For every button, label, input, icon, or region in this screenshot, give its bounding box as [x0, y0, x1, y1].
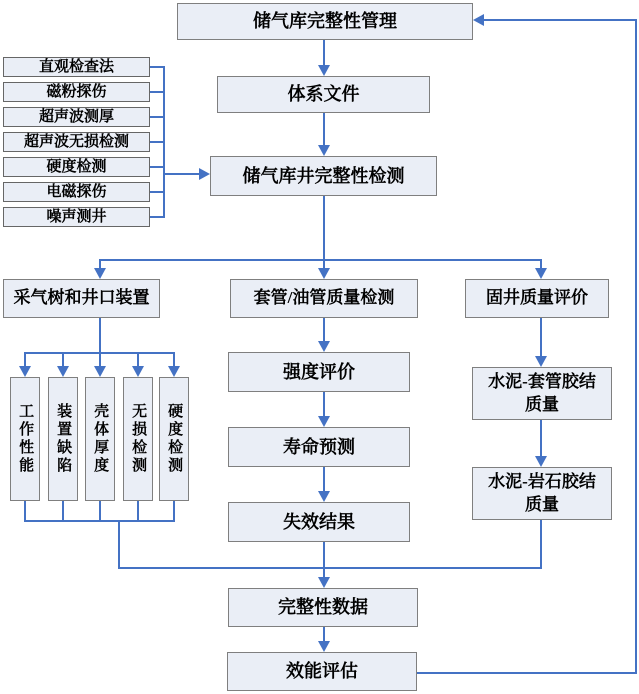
node-integrity-data: 完整性数据 — [228, 588, 418, 627]
connector-fan-bottom — [25, 520, 175, 522]
connector-well-branchbar — [323, 196, 325, 261]
arrowhead-down-icon — [318, 641, 330, 652]
vertical-label: 无损检测 — [130, 403, 147, 475]
arrowhead-down-icon — [94, 366, 106, 377]
arrowhead-down-icon — [318, 577, 330, 588]
vertical-label: 壳体厚度 — [92, 403, 109, 475]
connector-data-to-eval — [323, 627, 325, 642]
node-work-performance — [10, 377, 40, 501]
arrowhead-down-icon — [318, 145, 330, 156]
node-casing-tubing-quality: 套管/油管质量检测 — [230, 279, 418, 318]
connector-fan-stub — [137, 501, 139, 522]
connector-casing-2 — [323, 392, 325, 419]
connector-casing-to-collector — [323, 542, 325, 569]
node-method-magnetic-particle: 磁粉探伤 — [3, 82, 150, 102]
node-method-ultrasonic-thickness: 超声波测厚 — [3, 107, 150, 127]
node-device-defects — [48, 377, 78, 501]
node-strength-evaluation: 强度评价 — [228, 352, 410, 392]
node-shell-thickness — [85, 377, 115, 501]
connector-feedback-bottom — [417, 672, 637, 674]
connector-branch-bar — [100, 259, 542, 261]
vertical-label: 工作性能 — [17, 403, 34, 475]
arrowhead-down-icon — [318, 416, 330, 427]
connector-cementing-2 — [540, 420, 542, 459]
arrowhead-down-icon — [94, 268, 106, 279]
node-life-prediction: 寿命预测 — [228, 427, 410, 467]
node-well-integrity-inspection: 储气库井完整性检测 — [210, 156, 437, 196]
arrowhead-down-icon — [19, 366, 31, 377]
arrowhead-down-icon — [318, 341, 330, 352]
vertical-label: 装置缺陷 — [55, 403, 72, 475]
node-cement-casing-bond: 水泥-套管胶结质量 — [472, 367, 612, 420]
node-system-documents: 体系文件 — [217, 76, 430, 113]
node-method-electromagnetic: 电磁探伤 — [3, 182, 150, 202]
node-ndt-check — [123, 377, 153, 501]
connector-method-bus — [163, 66, 165, 218]
arrowhead-down-icon — [318, 65, 330, 76]
node-method-hardness-test: 硬度检测 — [3, 157, 150, 177]
connector-collector-bar — [118, 567, 542, 569]
connector-wellhead-fan-feed — [99, 318, 101, 353]
connector-cementing-1 — [540, 318, 542, 359]
connector-methods-to-well — [163, 173, 200, 175]
node-wellhead-equipment: 采气树和井口装置 — [3, 279, 160, 318]
connector-root-system — [323, 40, 325, 68]
connector-system-well — [323, 113, 325, 148]
node-failure-result: 失效结果 — [228, 502, 410, 542]
node-storage-integrity-management: 储气库完整性管理 — [177, 3, 473, 40]
arrowhead-down-icon — [535, 356, 547, 367]
arrowhead-down-icon — [535, 268, 547, 279]
arrowhead-left-icon — [473, 14, 484, 26]
connector-fan-stub — [62, 501, 64, 522]
arrowhead-down-icon — [318, 268, 330, 279]
connector-feedback-top — [483, 19, 637, 21]
arrowhead-down-icon — [57, 366, 69, 377]
arrowhead-down-icon — [132, 366, 144, 377]
arrowhead-down-icon — [168, 366, 180, 377]
connector-casing-3 — [323, 467, 325, 494]
node-method-noise-logging: 噪声测井 — [3, 207, 150, 227]
node-efficiency-evaluation: 效能评估 — [227, 652, 417, 691]
node-cement-rock-bond: 水泥-岩石胶结质量 — [472, 467, 612, 520]
vertical-label: 硬度检测 — [166, 403, 183, 475]
node-method-ultrasonic-ndt: 超声波无损检测 — [3, 132, 150, 152]
arrowhead-down-icon — [535, 456, 547, 467]
connector-fan-stub — [173, 501, 175, 522]
connector-feedback-right — [635, 19, 637, 674]
connector-fan-stub — [99, 501, 101, 522]
node-cementing-quality: 固井质量评价 — [465, 279, 609, 318]
arrowhead-right-icon — [199, 168, 210, 180]
connector-cementing-to-collector — [540, 520, 542, 569]
node-hardness-check — [159, 377, 189, 501]
connector-fan-stub — [24, 501, 26, 522]
connector-left-to-collector — [118, 520, 120, 569]
node-method-visual-inspection: 直观检查法 — [3, 57, 150, 77]
arrowhead-down-icon — [318, 491, 330, 502]
